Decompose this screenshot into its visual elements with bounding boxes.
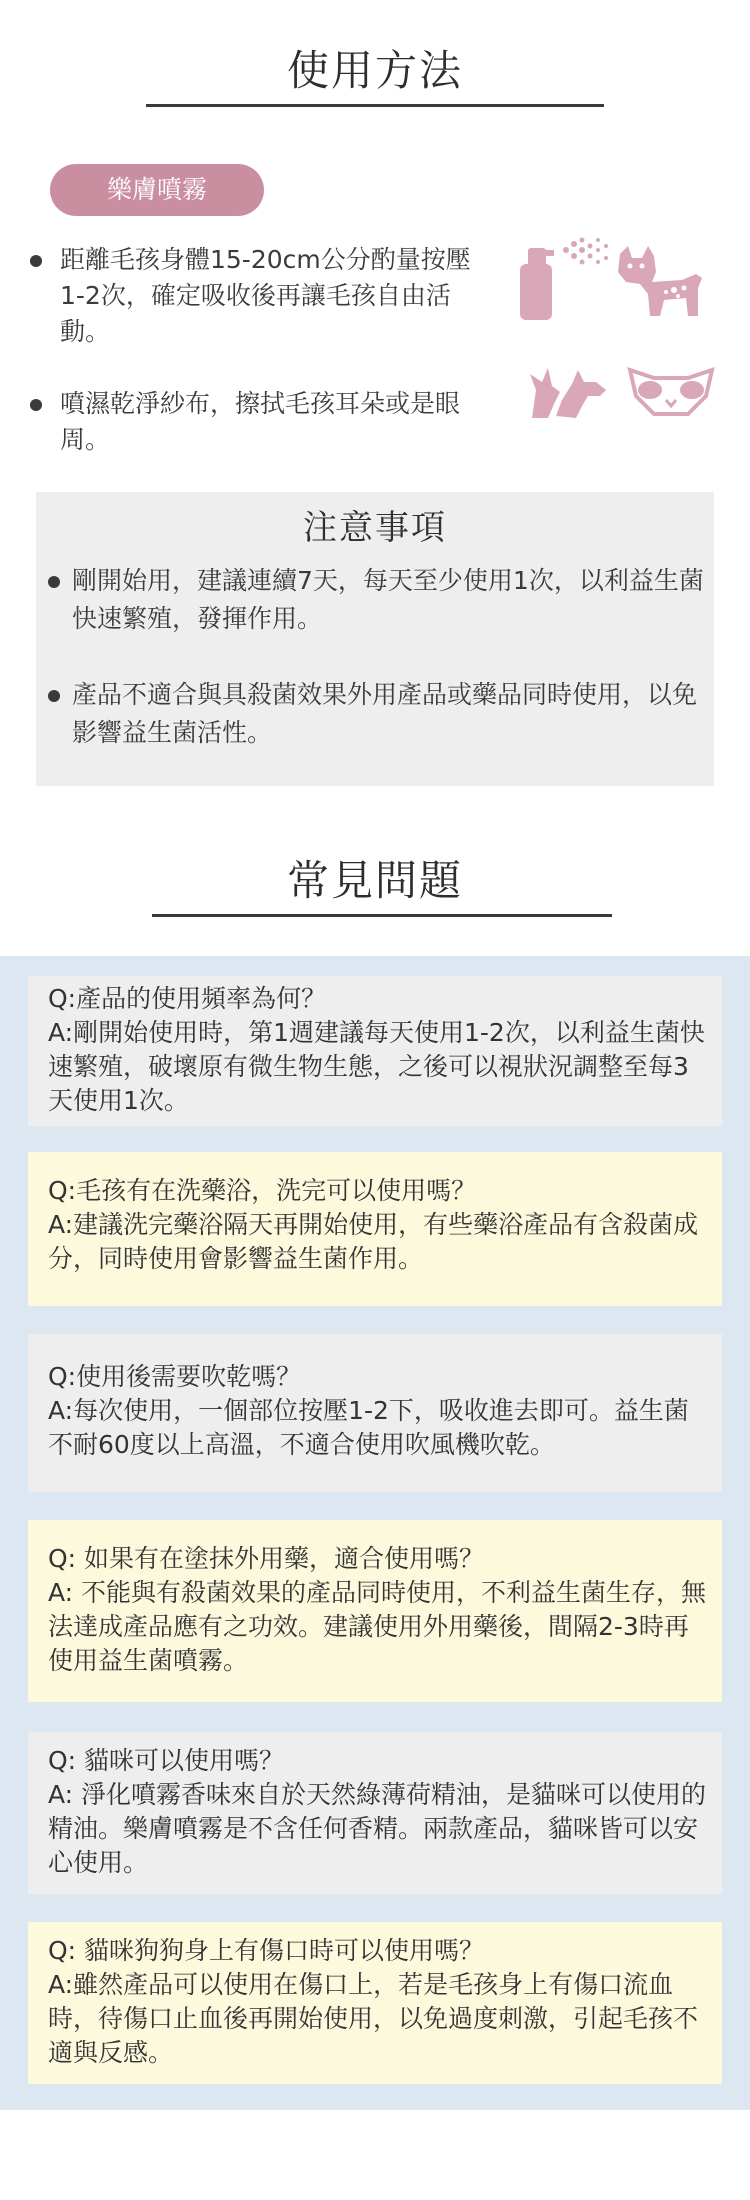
cat-face-icon [626,366,716,420]
bullet-dot [48,690,60,702]
faq-card-1 [28,976,722,1126]
usage-bullet-2 [30,386,490,458]
notes-item-text: 剛開始用，建議連續7天，每天至少使用1次，以利益生菌快速繁殖，發揮作用。 [72,566,704,633]
faq-qa [48,982,708,1118]
notes-title: 注意事項 [303,508,447,548]
faq-qa [48,1542,708,1678]
bullet-dot [30,255,42,267]
faq-qa [48,1934,708,2070]
usage-bullet-1 [30,242,490,350]
faq-answer: A: 不能與有殺菌效果的產品同時使用，不利益生菌生存，無法達成產品應有之功效。建議使用外用藥後，間隔2-3時再使用益生菌噴霧。 [48,1578,707,1675]
faq-qa [48,1360,708,1462]
faq-qa [48,1744,708,1880]
faq-answer: A:剛開始使用時，第1週建議每天使用1-2次，以利益生菌快速繁殖，破壞原有微生物生態，之後可以視狀況調整至每3天使用1次。 [48,1018,705,1115]
bullet-dot [48,576,60,588]
notes-item-1 [48,562,704,638]
bullet-dot [30,399,42,411]
spray-bottle-icon [516,236,616,322]
faq-card-3 [28,1334,722,1492]
faq-qa [48,1174,708,1276]
faq-question: Q: 如果有在塗抹外用藥，適合使用嗎？ [48,1544,485,1573]
faq-question: Q: 貓咪狗狗身上有傷口時可以使用嗎？ [48,1936,485,1965]
faq-card-4 [28,1520,722,1702]
faq-question: Q:使用後需要吹乾嗎？ [48,1362,302,1391]
faq-answer: A:雖然產品可以使用在傷口上，若是毛孩身上有傷口流血時，待傷口止血後再開始使用，以免過度刺激，引起毛孩不適與反感。 [48,1970,699,2067]
product-pill-label: 樂膚噴霧 [50,164,264,216]
notes-box [36,492,714,786]
faq-card-2 [28,1152,722,1306]
dog-icon [612,244,708,320]
faq-answer: A:建議洗完藥浴隔天再開始使用，有些藥浴產品有含殺菌成分，同時使用會影響益生菌作用。 [48,1210,699,1273]
usage-bullet-text: 噴濕乾淨紗布，擦拭毛孩耳朵或是眼周。 [60,389,461,454]
faq-card-5 [28,1732,722,1894]
faq-answer: A:每次使用，一個部位按壓1-2下，吸收進去即可。益生菌不耐60度以上高溫，不適合使用吹風機吹乾。 [48,1396,689,1459]
faq-question: Q: 貓咪可以使用嗎？ [48,1746,285,1775]
notes-item-text: 產品不適合與具殺菌效果外用產品或藥品同時使用，以免影響益生菌活性。 [72,680,698,747]
faq-answer: A: 淨化噴霧香味來自於天然綠薄荷精油，是貓咪可以使用的精油。樂膚噴霧是不含任何香精。兩款產品，貓咪皆可以安心使用。 [48,1780,707,1877]
faq-question: Q:毛孩有在洗藥浴，洗完可以使用嗎？ [48,1176,477,1205]
usage-title-rule [146,104,604,107]
faq-card-6 [28,1922,722,2084]
faq-section-title: 常見問題 [286,856,463,905]
usage-bullet-text: 距離毛孩身體15-20cm公分酌量按壓1-2次，確定吸收後再讓毛孩自由活動。 [60,245,471,346]
cat-dog-icon [526,360,612,420]
usage-section-title: 使用方法 [286,46,463,95]
faq-question: Q:產品的使用頻率為何？ [48,984,327,1013]
notes-item-2 [48,676,704,752]
faq-title-rule [152,914,612,917]
